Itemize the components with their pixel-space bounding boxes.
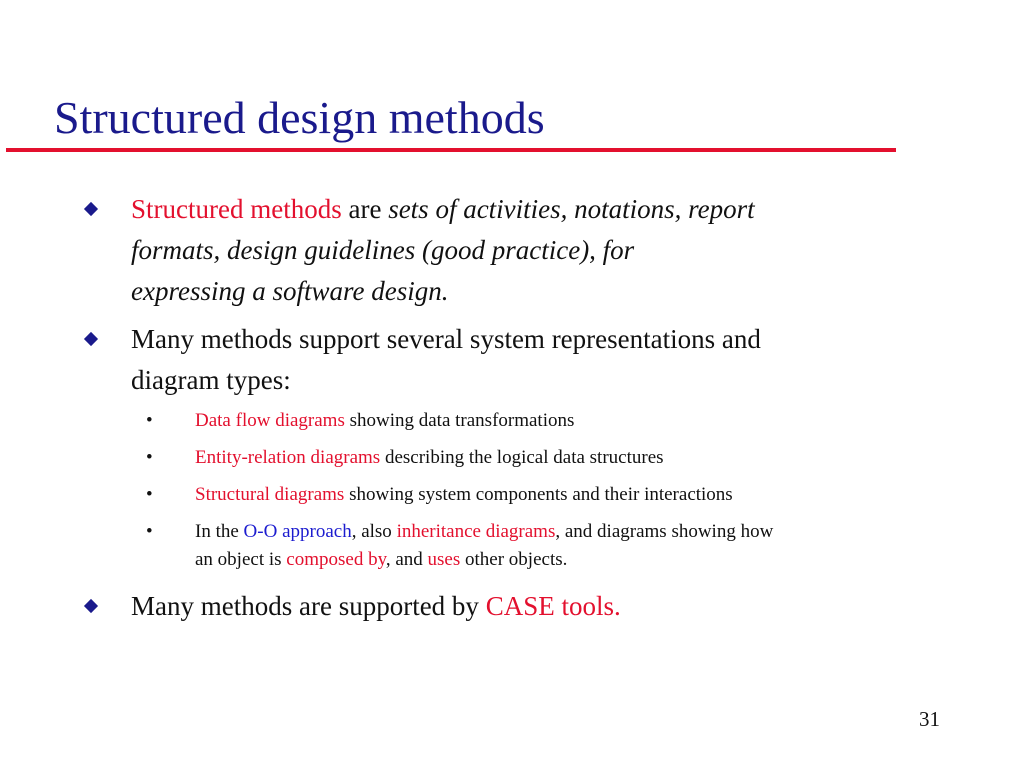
dot-bullet-icon: • xyxy=(146,484,153,505)
bullet-many-methods xyxy=(131,319,971,401)
definition-text: sets of activities, notations, report xyxy=(388,194,755,224)
bullet-structured-methods xyxy=(131,189,971,312)
bullet-line xyxy=(131,189,971,230)
dot-bullet-icon: • xyxy=(146,447,153,468)
sub-bullet-structural xyxy=(195,481,995,509)
bullet-line: Many methods support several system representations and xyxy=(131,324,761,354)
sub-bullet-text: , and diagrams showing how xyxy=(555,521,774,542)
term-uses: uses xyxy=(427,549,461,570)
sub-bullet-text: describing the logical data structures xyxy=(380,447,664,468)
sub-bullet-text: showing system components and their interactions xyxy=(344,484,733,505)
sub-bullet-text: In the xyxy=(195,521,244,542)
diamond-bullet-icon xyxy=(84,599,98,613)
bullet-line: diagram types: xyxy=(131,365,291,395)
term-data-flow-diagrams: Data flow diagrams xyxy=(195,410,345,431)
sub-bullet-oo-approach xyxy=(195,518,995,574)
connector-text: are xyxy=(341,194,389,224)
bullet-case-tools xyxy=(131,586,971,627)
term-oo-approach: O-O approach xyxy=(243,521,352,542)
diamond-bullet-icon xyxy=(84,332,98,346)
sub-bullet-text: showing data transformations xyxy=(344,410,575,431)
definition-text: formats, design guidelines (good practice), for xyxy=(131,235,635,265)
slide-title: Structured design methods xyxy=(54,92,545,143)
term-structured-methods: Structured methods xyxy=(131,194,342,224)
term-case-tools: CASE tools. xyxy=(485,591,621,621)
title-underline xyxy=(6,148,896,152)
definition-text: expressing a software design. xyxy=(131,276,449,306)
sub-bullet-data-flow xyxy=(195,407,995,435)
bullet-line xyxy=(131,230,971,271)
sub-bullet-text: an object is xyxy=(195,549,287,570)
dot-bullet-icon: • xyxy=(146,410,153,431)
sub-bullet-text: other objects. xyxy=(460,549,568,570)
sub-bullet-text: , also xyxy=(351,521,397,542)
term-entity-relation-diagrams: Entity-relation diagrams xyxy=(195,447,381,468)
term-composed-by: composed by xyxy=(286,549,386,570)
page-number: 31 xyxy=(919,707,940,731)
bullet-text: Many methods are supported by xyxy=(131,591,486,621)
sub-bullet-text: , and xyxy=(385,549,428,570)
term-inheritance-diagrams: inheritance diagrams xyxy=(396,521,556,542)
bullet-line xyxy=(131,271,971,312)
dot-bullet-icon: • xyxy=(146,521,153,542)
term-structural-diagrams: Structural diagrams xyxy=(195,484,345,505)
diamond-bullet-icon xyxy=(84,202,98,216)
sub-bullet-entity-relation xyxy=(195,444,995,472)
